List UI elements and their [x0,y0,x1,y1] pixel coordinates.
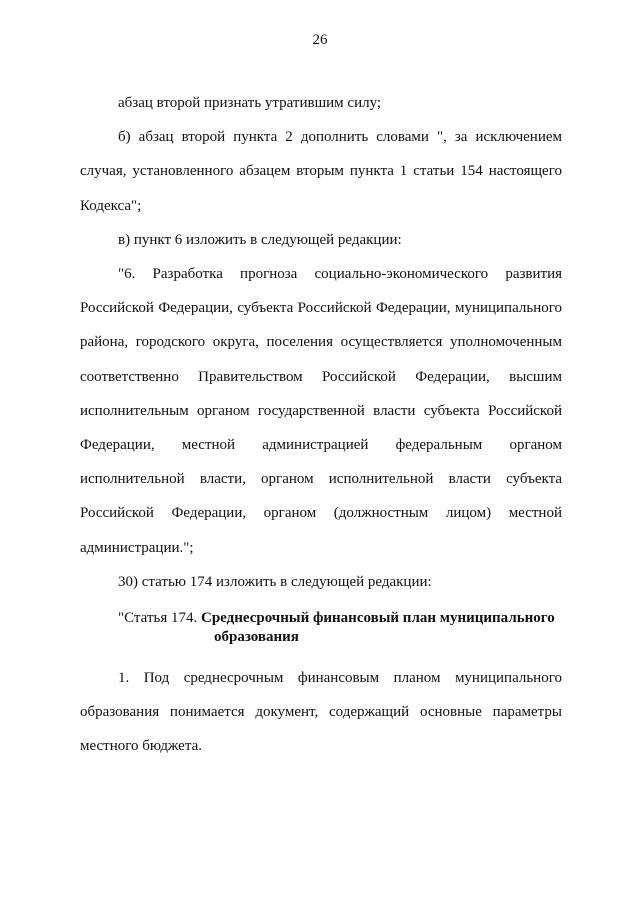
paragraph-definition: 1. Под среднесрочным финансовым планом муниципального образования понимается документ, содержащий основные параметры местного бюджета. [80,670,562,755]
paragraph-repeal: абзац второй признать утратившим силу; [118,95,382,111]
paragraph-amend-b: б) абзац второй пункта 2 дополнить словами ", за исключением случая, установленного абзацем вторым пункта 1 статьи 154 настоящего Кодекса"; [80,129,562,214]
page-number: 26 [312,32,328,48]
article-title: Среднесрочный финансовый план муниципального [200,610,555,627]
paragraph-amend-v: в) пункт 6 изложить в следующей редакции: [118,231,402,248]
article-heading [118,601,562,661]
article-number: "Статья 174. [118,610,198,627]
document-body [80,86,562,764]
paragraph-clause-6: "6. Разработка прогноза социально-экономического развития Российской Федерации, субъекта Российской Федерации, муниципального района, городского округа, поселения осуществляется уполномоченным соответственно Правительством Российской Федерации, высшим исполнительным органом государственной власти субъекта Российской Федерации, местной администрацией федеральным органом исполнительной власти, органом исполнительной власти субъекта Российской Федерации, органом (должностным лицом) местной администрации."; [80,266,562,556]
paragraph-item-30: 30) статью 174 изложить в следующей редакции: [118,573,432,590]
article-title-continuation: образования [214,629,299,646]
